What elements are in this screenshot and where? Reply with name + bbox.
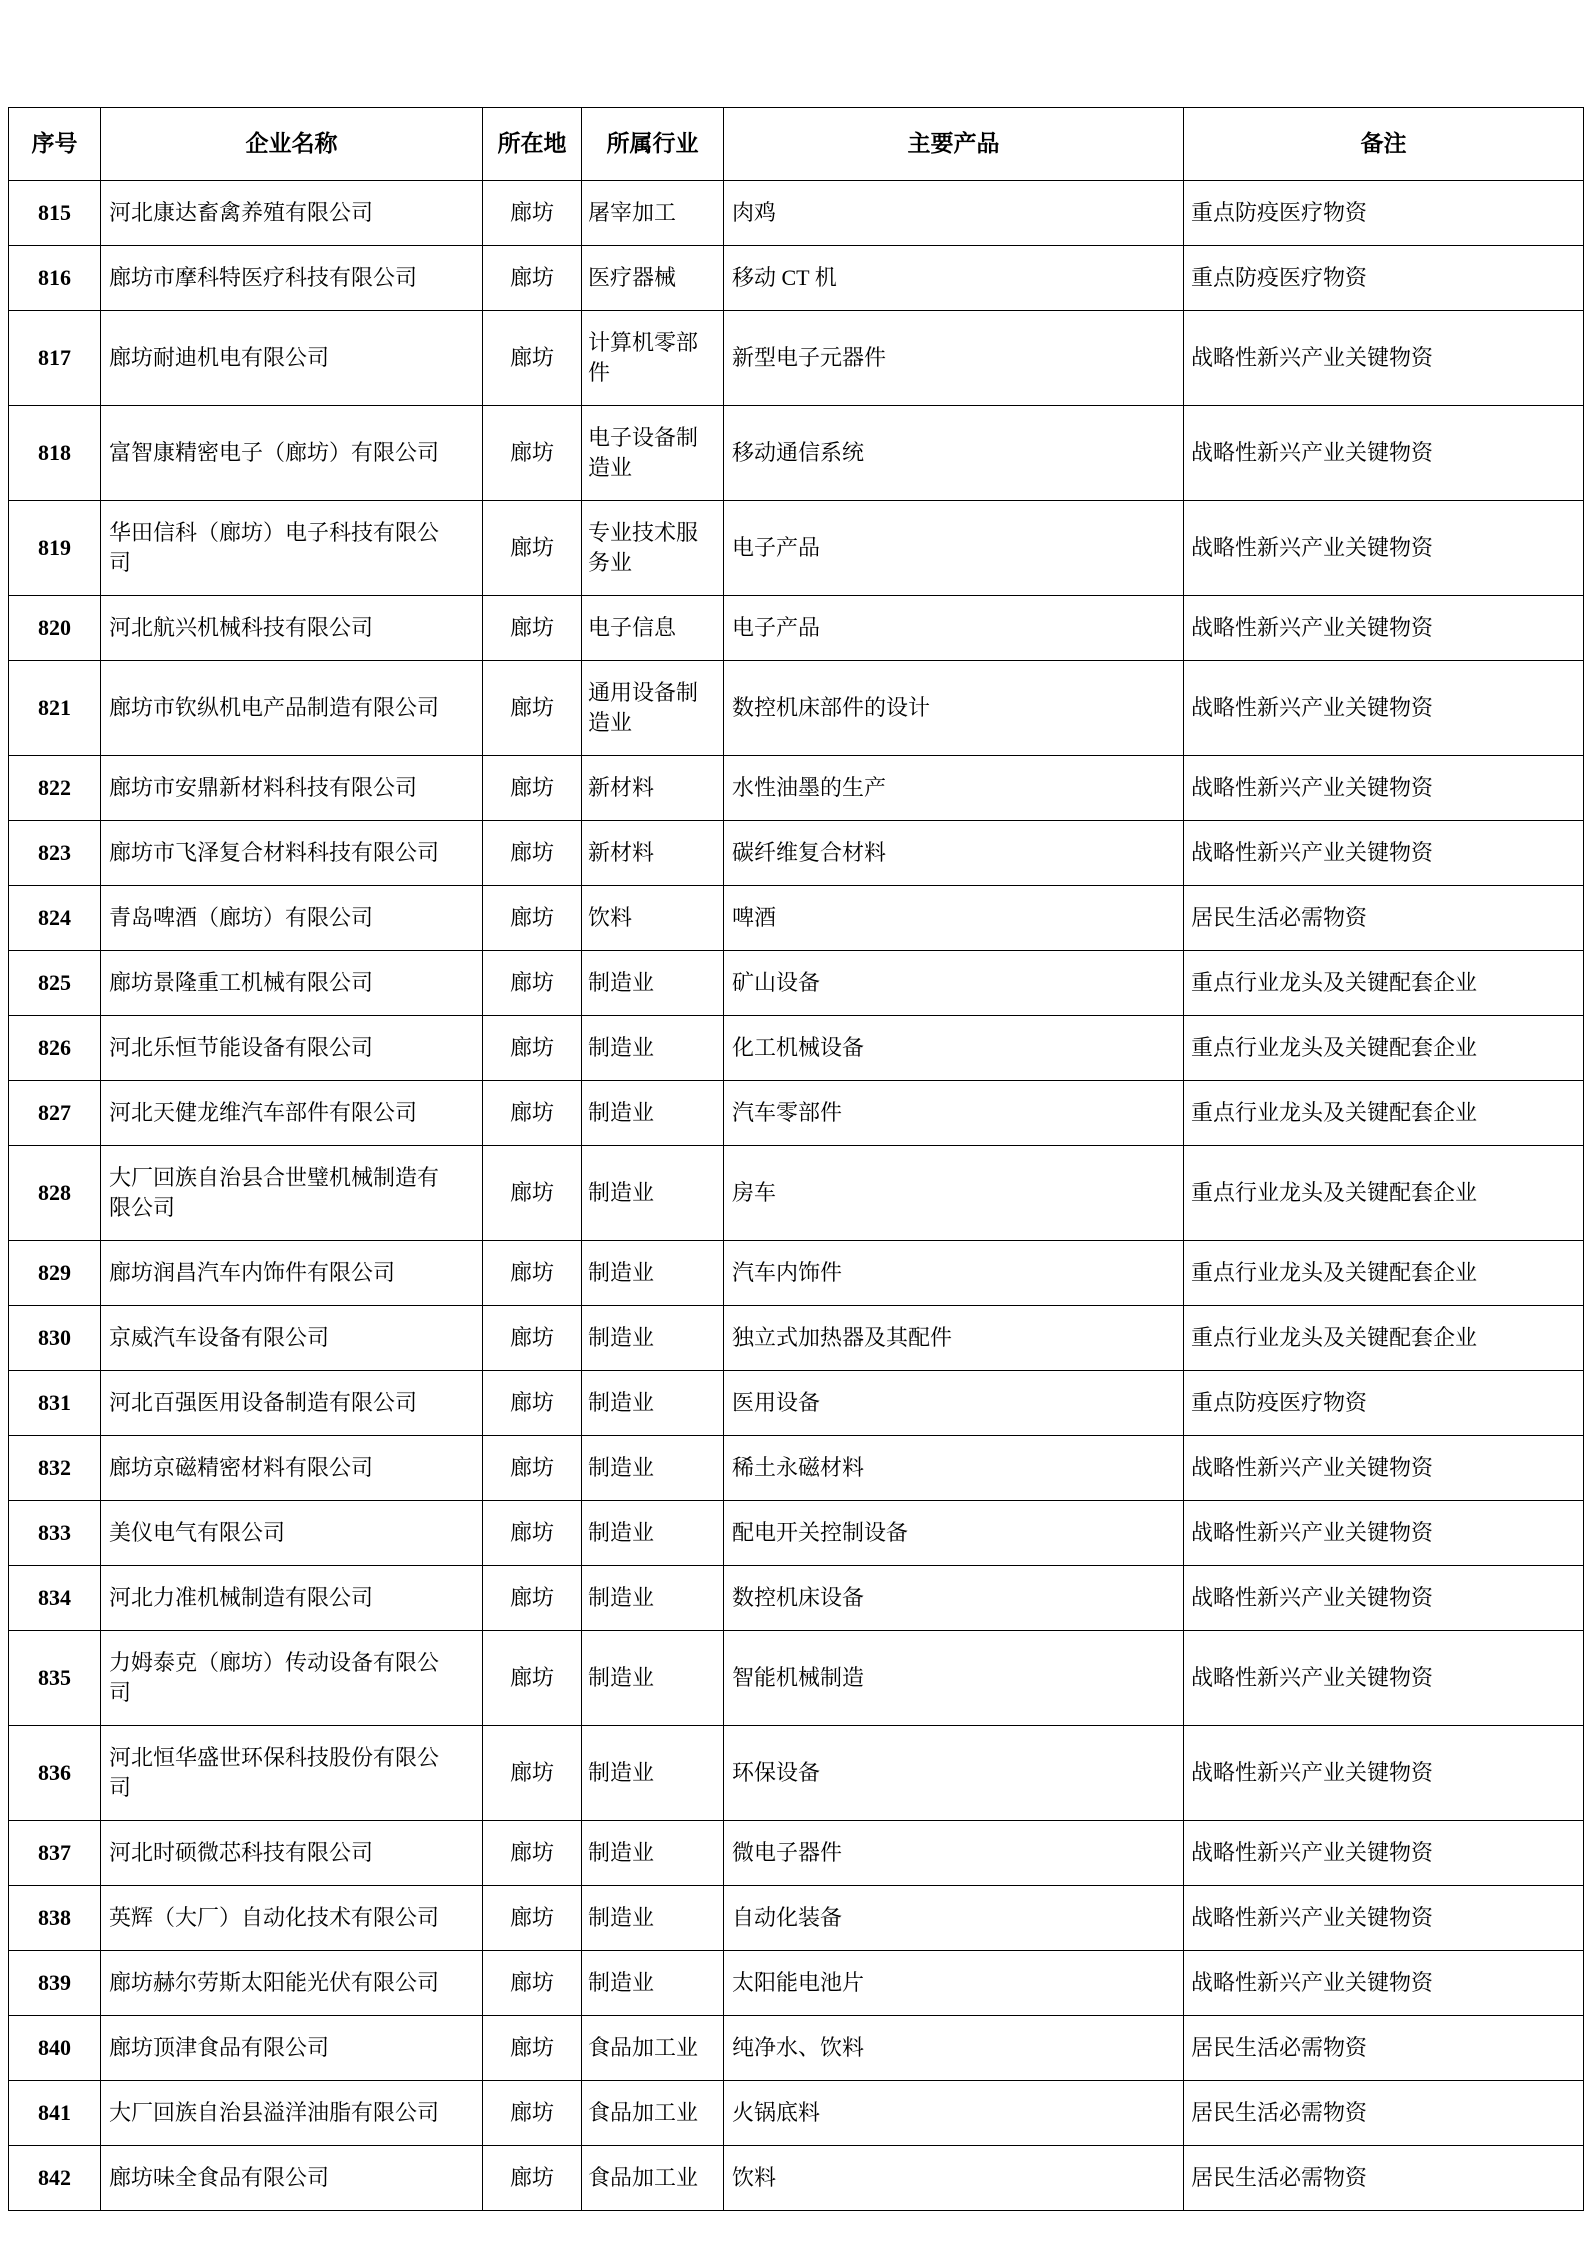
serial-cell: 820 (9, 595, 101, 660)
remark-cell: 重点防疫医疗物资 (1184, 245, 1584, 310)
serial-cell: 834 (9, 1565, 101, 1630)
products-cell: 电子产品 (724, 500, 1184, 595)
remark-cell: 战略性新兴产业关键物资 (1184, 1435, 1584, 1500)
serial-cell: 827 (9, 1080, 101, 1145)
table-row (9, 1240, 1584, 1305)
table-row (9, 1080, 1584, 1145)
location-cell: 廊坊 (483, 405, 582, 500)
location-cell: 廊坊 (483, 1015, 582, 1080)
serial-cell: 821 (9, 660, 101, 755)
company-name-cell: 廊坊顶津食品有限公司 (101, 2015, 483, 2080)
company-name-cell: 大厂回族自治县溢洋油脂有限公司 (101, 2080, 483, 2145)
table-row (9, 1950, 1584, 2015)
company-name-cell: 廊坊润昌汽车内饰件有限公司 (101, 1240, 483, 1305)
products-cell: 电子产品 (724, 595, 1184, 660)
table-row (9, 595, 1584, 660)
location-cell: 廊坊 (483, 1950, 582, 2015)
remark-cell: 重点行业龙头及关键配套企业 (1184, 1080, 1584, 1145)
remark-cell: 战略性新兴产业关键物资 (1184, 755, 1584, 820)
location-cell: 廊坊 (483, 310, 582, 405)
industry-cell: 电子设备制造业 (582, 405, 724, 500)
company-name-cell: 廊坊市安鼎新材料科技有限公司 (101, 755, 483, 820)
industry-cell: 通用设备制造业 (582, 660, 724, 755)
industry-cell: 制造业 (582, 1630, 724, 1725)
company-name-cell: 华田信科（廊坊）电子科技有限公司 (101, 500, 483, 595)
remark-cell: 重点行业龙头及关键配套企业 (1184, 1015, 1584, 1080)
remark-cell: 战略性新兴产业关键物资 (1184, 1630, 1584, 1725)
serial-cell: 837 (9, 1820, 101, 1885)
location-cell: 廊坊 (483, 1885, 582, 1950)
location-cell: 廊坊 (483, 660, 582, 755)
industry-cell: 制造业 (582, 1950, 724, 2015)
table-row (9, 1145, 1584, 1240)
location-cell: 廊坊 (483, 1080, 582, 1145)
company-name-cell: 河北力准机械制造有限公司 (101, 1565, 483, 1630)
remark-cell: 战略性新兴产业关键物资 (1184, 405, 1584, 500)
products-cell: 纯净水、饮料 (724, 2015, 1184, 2080)
location-cell: 廊坊 (483, 950, 582, 1015)
header-row (9, 108, 1584, 181)
products-cell: 新型电子元器件 (724, 310, 1184, 405)
table-row (9, 1820, 1584, 1885)
serial-cell: 841 (9, 2080, 101, 2145)
location-cell: 廊坊 (483, 1565, 582, 1630)
industry-cell: 食品加工业 (582, 2080, 724, 2145)
company-name-cell: 河北恒华盛世环保科技股份有限公司 (101, 1725, 483, 1820)
location-cell: 廊坊 (483, 820, 582, 885)
remark-cell: 战略性新兴产业关键物资 (1184, 500, 1584, 595)
location-cell: 廊坊 (483, 1145, 582, 1240)
company-name-cell: 力姆泰克（廊坊）传动设备有限公司 (101, 1630, 483, 1725)
industry-cell: 制造业 (582, 1370, 724, 1435)
products-cell: 矿山设备 (724, 950, 1184, 1015)
products-cell: 移动通信系统 (724, 405, 1184, 500)
serial-cell: 817 (9, 310, 101, 405)
company-name-cell: 河北天健龙维汽车部件有限公司 (101, 1080, 483, 1145)
company-name-cell: 廊坊市钦纵机电产品制造有限公司 (101, 660, 483, 755)
remark-cell: 战略性新兴产业关键物资 (1184, 660, 1584, 755)
column-header-location: 所在地 (483, 108, 582, 181)
products-cell: 水性油墨的生产 (724, 755, 1184, 820)
products-cell: 自动化装备 (724, 1885, 1184, 1950)
industry-cell: 新材料 (582, 755, 724, 820)
table-row (9, 1015, 1584, 1080)
serial-cell: 825 (9, 950, 101, 1015)
location-cell: 廊坊 (483, 1240, 582, 1305)
company-name-cell: 廊坊市摩科特医疗科技有限公司 (101, 245, 483, 310)
products-cell: 数控机床设备 (724, 1565, 1184, 1630)
table-row (9, 885, 1584, 950)
column-header-products: 主要产品 (724, 108, 1184, 181)
table-row (9, 180, 1584, 245)
products-cell: 智能机械制造 (724, 1630, 1184, 1725)
location-cell: 廊坊 (483, 245, 582, 310)
location-cell: 廊坊 (483, 2145, 582, 2210)
column-header-serial: 序号 (9, 108, 101, 181)
remark-cell: 战略性新兴产业关键物资 (1184, 1565, 1584, 1630)
products-cell: 啤酒 (724, 885, 1184, 950)
company-name-cell: 廊坊京磁精密材料有限公司 (101, 1435, 483, 1500)
industry-cell: 制造业 (582, 1015, 724, 1080)
table-body (9, 180, 1584, 2210)
industry-cell: 食品加工业 (582, 2015, 724, 2080)
serial-cell: 818 (9, 405, 101, 500)
products-cell: 独立式加热器及其配件 (724, 1305, 1184, 1370)
remark-cell: 战略性新兴产业关键物资 (1184, 1820, 1584, 1885)
remark-cell: 战略性新兴产业关键物资 (1184, 820, 1584, 885)
industry-cell: 制造业 (582, 1145, 724, 1240)
remark-cell: 战略性新兴产业关键物资 (1184, 310, 1584, 405)
table-row (9, 1725, 1584, 1820)
remark-cell: 战略性新兴产业关键物资 (1184, 1725, 1584, 1820)
products-cell: 环保设备 (724, 1725, 1184, 1820)
products-cell: 移动 CT 机 (724, 245, 1184, 310)
company-name-cell: 河北时硕微芯科技有限公司 (101, 1820, 483, 1885)
table-row (9, 1500, 1584, 1565)
company-name-cell: 英辉（大厂）自动化技术有限公司 (101, 1885, 483, 1950)
remark-cell: 居民生活必需物资 (1184, 885, 1584, 950)
table-row (9, 1435, 1584, 1500)
products-cell: 太阳能电池片 (724, 1950, 1184, 2015)
remark-cell: 重点行业龙头及关键配套企业 (1184, 1145, 1584, 1240)
industry-cell: 制造业 (582, 950, 724, 1015)
remark-cell: 战略性新兴产业关键物资 (1184, 1500, 1584, 1565)
company-name-cell: 河北航兴机械科技有限公司 (101, 595, 483, 660)
serial-cell: 822 (9, 755, 101, 820)
table-row (9, 950, 1584, 1015)
location-cell: 廊坊 (483, 1725, 582, 1820)
serial-cell: 831 (9, 1370, 101, 1435)
table-row (9, 245, 1584, 310)
column-header-industry: 所属行业 (582, 108, 724, 181)
table-row (9, 2015, 1584, 2080)
table-row (9, 820, 1584, 885)
serial-cell: 833 (9, 1500, 101, 1565)
products-cell: 房车 (724, 1145, 1184, 1240)
products-cell: 火锅底料 (724, 2080, 1184, 2145)
table-header (9, 108, 1584, 181)
products-cell: 配电开关控制设备 (724, 1500, 1184, 1565)
table-row (9, 660, 1584, 755)
serial-cell: 830 (9, 1305, 101, 1370)
location-cell: 廊坊 (483, 1435, 582, 1500)
table-row (9, 1370, 1584, 1435)
remark-cell: 战略性新兴产业关键物资 (1184, 595, 1584, 660)
serial-cell: 828 (9, 1145, 101, 1240)
serial-cell: 842 (9, 2145, 101, 2210)
company-name-cell: 河北康达畜禽养殖有限公司 (101, 180, 483, 245)
remark-cell: 重点防疫医疗物资 (1184, 1370, 1584, 1435)
industry-cell: 新材料 (582, 820, 724, 885)
serial-cell: 840 (9, 2015, 101, 2080)
remark-cell: 重点行业龙头及关键配套企业 (1184, 950, 1584, 1015)
industry-cell: 制造业 (582, 1435, 724, 1500)
company-name-cell: 美仪电气有限公司 (101, 1500, 483, 1565)
serial-cell: 835 (9, 1630, 101, 1725)
table-row (9, 1630, 1584, 1725)
industry-cell: 饮料 (582, 885, 724, 950)
products-cell: 碳纤维复合材料 (724, 820, 1184, 885)
company-name-cell: 富智康精密电子（廊坊）有限公司 (101, 405, 483, 500)
location-cell: 廊坊 (483, 180, 582, 245)
table-row (9, 405, 1584, 500)
company-name-cell: 青岛啤酒（廊坊）有限公司 (101, 885, 483, 950)
table-row (9, 1885, 1584, 1950)
company-name-cell: 廊坊景隆重工机械有限公司 (101, 950, 483, 1015)
industry-cell: 制造业 (582, 1240, 724, 1305)
remark-cell: 重点防疫医疗物资 (1184, 180, 1584, 245)
company-name-cell: 京威汽车设备有限公司 (101, 1305, 483, 1370)
table-row (9, 310, 1584, 405)
products-cell: 医用设备 (724, 1370, 1184, 1435)
location-cell: 廊坊 (483, 1305, 582, 1370)
company-name-cell: 廊坊耐迪机电有限公司 (101, 310, 483, 405)
location-cell: 廊坊 (483, 1820, 582, 1885)
remark-cell: 战略性新兴产业关键物资 (1184, 1885, 1584, 1950)
remark-cell: 重点行业龙头及关键配套企业 (1184, 1305, 1584, 1370)
industry-cell: 制造业 (582, 1565, 724, 1630)
location-cell: 廊坊 (483, 595, 582, 660)
industry-cell: 医疗器械 (582, 245, 724, 310)
products-cell: 数控机床部件的设计 (724, 660, 1184, 755)
company-name-cell: 廊坊市飞泽复合材料科技有限公司 (101, 820, 483, 885)
products-cell: 肉鸡 (724, 180, 1184, 245)
location-cell: 廊坊 (483, 2015, 582, 2080)
company-name-cell: 廊坊赫尔劳斯太阳能光伏有限公司 (101, 1950, 483, 2015)
table-row (9, 1305, 1584, 1370)
remark-cell: 居民生活必需物资 (1184, 2145, 1584, 2210)
serial-cell: 832 (9, 1435, 101, 1500)
industry-cell: 计算机零部件 (582, 310, 724, 405)
serial-cell: 826 (9, 1015, 101, 1080)
serial-cell: 829 (9, 1240, 101, 1305)
serial-cell: 824 (9, 885, 101, 950)
location-cell: 廊坊 (483, 500, 582, 595)
industry-cell: 电子信息 (582, 595, 724, 660)
products-cell: 饮料 (724, 2145, 1184, 2210)
products-cell: 稀土永磁材料 (724, 1435, 1184, 1500)
company-name-cell: 大厂回族自治县合世璧机械制造有限公司 (101, 1145, 483, 1240)
industry-cell: 制造业 (582, 1725, 724, 1820)
remark-cell: 居民生活必需物资 (1184, 2080, 1584, 2145)
serial-cell: 836 (9, 1725, 101, 1820)
company-name-cell: 廊坊味全食品有限公司 (101, 2145, 483, 2210)
location-cell: 廊坊 (483, 1630, 582, 1725)
industry-cell: 制造业 (582, 1305, 724, 1370)
location-cell: 廊坊 (483, 2080, 582, 2145)
table-row (9, 2145, 1584, 2210)
company-list-table (8, 107, 1584, 2211)
serial-cell: 819 (9, 500, 101, 595)
table-row (9, 2080, 1584, 2145)
serial-cell: 816 (9, 245, 101, 310)
location-cell: 廊坊 (483, 1370, 582, 1435)
table-row (9, 755, 1584, 820)
remark-cell: 居民生活必需物资 (1184, 2015, 1584, 2080)
location-cell: 廊坊 (483, 755, 582, 820)
serial-cell: 839 (9, 1950, 101, 2015)
remark-cell: 战略性新兴产业关键物资 (1184, 1950, 1584, 2015)
serial-cell: 823 (9, 820, 101, 885)
location-cell: 廊坊 (483, 885, 582, 950)
table-row (9, 1565, 1584, 1630)
industry-cell: 制造业 (582, 1500, 724, 1565)
industry-cell: 制造业 (582, 1820, 724, 1885)
column-header-company-name: 企业名称 (101, 108, 483, 181)
products-cell: 化工机械设备 (724, 1015, 1184, 1080)
industry-cell: 制造业 (582, 1885, 724, 1950)
products-cell: 汽车内饰件 (724, 1240, 1184, 1305)
industry-cell: 食品加工业 (582, 2145, 724, 2210)
serial-cell: 838 (9, 1885, 101, 1950)
serial-cell: 815 (9, 180, 101, 245)
products-cell: 微电子器件 (724, 1820, 1184, 1885)
company-name-cell: 河北乐恒节能设备有限公司 (101, 1015, 483, 1080)
industry-cell: 专业技术服务业 (582, 500, 724, 595)
industry-cell: 屠宰加工 (582, 180, 724, 245)
industry-cell: 制造业 (582, 1080, 724, 1145)
remark-cell: 重点行业龙头及关键配套企业 (1184, 1240, 1584, 1305)
products-cell: 汽车零部件 (724, 1080, 1184, 1145)
location-cell: 廊坊 (483, 1500, 582, 1565)
column-header-remark: 备注 (1184, 108, 1584, 181)
company-name-cell: 河北百强医用设备制造有限公司 (101, 1370, 483, 1435)
table-row (9, 500, 1584, 595)
